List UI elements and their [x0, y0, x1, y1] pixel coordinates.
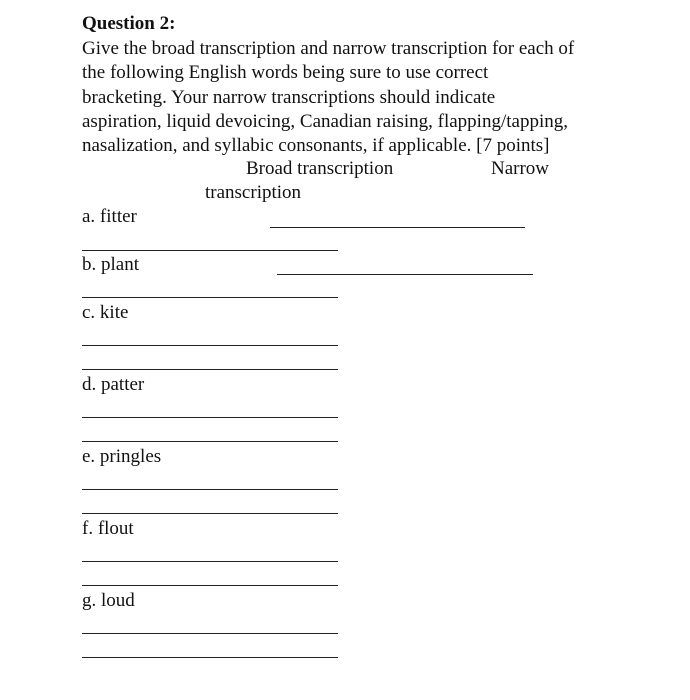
- broad-answer-blank[interactable]: [82, 561, 338, 562]
- item-label: b. plant: [82, 254, 139, 275]
- item-label: a. fitter: [82, 206, 137, 227]
- narrow-answer-blank[interactable]: [82, 585, 338, 586]
- broad-answer-blank[interactable]: [82, 417, 338, 418]
- broad-transcription-header: Broad transcription: [246, 158, 394, 179]
- broad-answer-blank[interactable]: [82, 489, 338, 490]
- prompt-line: nasalization, and syllabic consonants, if applicable. [7 points]: [82, 135, 550, 156]
- broad-answer-blank[interactable]: [270, 227, 525, 228]
- question-title: Question 2:: [82, 13, 176, 34]
- item-label: f. flout: [82, 518, 134, 539]
- broad-answer-blank[interactable]: [277, 274, 533, 275]
- item-label: c. kite: [82, 302, 129, 323]
- narrow-answer-blank[interactable]: [82, 250, 338, 251]
- narrow-answer-blank[interactable]: [82, 657, 338, 658]
- prompt-line: the following English words being sure to use correct: [82, 62, 489, 83]
- prompt-line: Give the broad transcription and narrow transcription for each of: [82, 38, 575, 59]
- prompt-line: bracketing. Your narrow transcriptions should indicate: [82, 87, 496, 108]
- narrow-answer-blank[interactable]: [82, 441, 338, 442]
- narrow-transcription-header-line2: transcription: [205, 182, 302, 203]
- narrow-answer-blank[interactable]: [82, 513, 338, 514]
- narrow-transcription-header-line1: Narrow: [491, 158, 550, 179]
- item-label: d. patter: [82, 374, 145, 395]
- broad-answer-blank[interactable]: [82, 345, 338, 346]
- narrow-answer-blank[interactable]: [82, 369, 338, 370]
- narrow-answer-blank[interactable]: [82, 297, 338, 298]
- prompt-line: aspiration, liquid devoicing, Canadian raising, flapping/tapping,: [82, 111, 568, 132]
- broad-answer-blank[interactable]: [82, 633, 338, 634]
- item-label: e. pringles: [82, 446, 162, 467]
- item-label: g. loud: [82, 590, 135, 611]
